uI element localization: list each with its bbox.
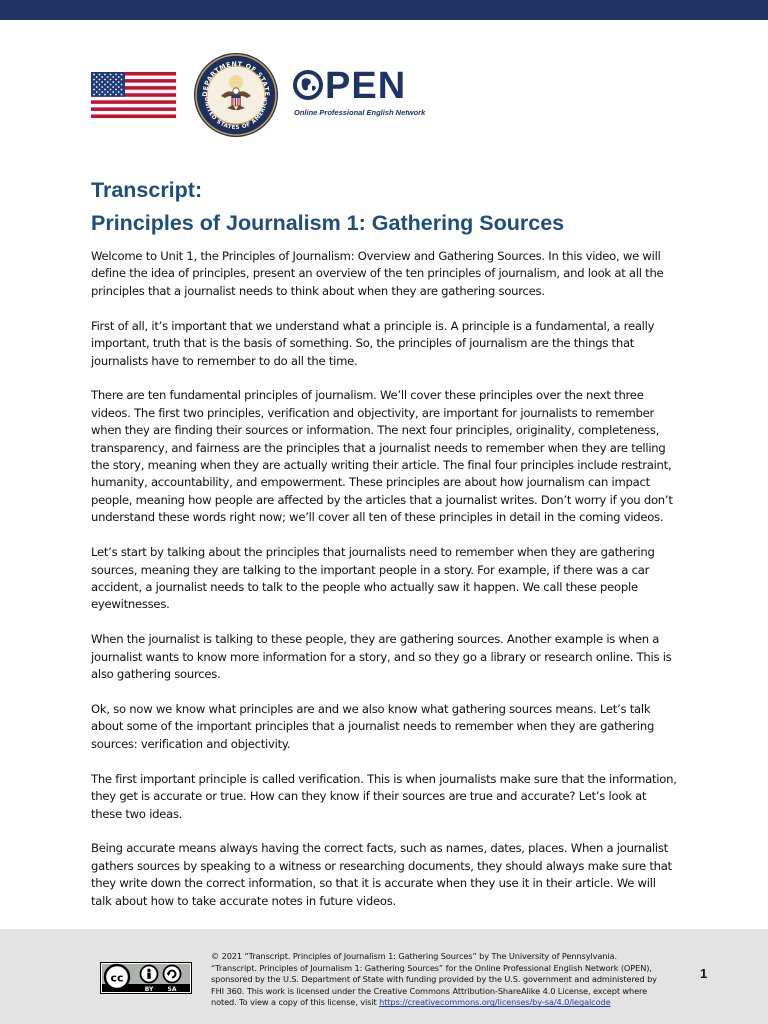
globe-icon — [293, 70, 323, 100]
license-link[interactable]: https://creativecommons.org/licenses/by-sa/4.0/legalcode — [379, 997, 611, 1008]
svg-text:cc: cc — [110, 971, 124, 985]
header-bar — [0, 0, 768, 20]
title-line-1: Transcript: — [91, 178, 203, 202]
cc-sa-label: SA — [167, 986, 177, 993]
license-text: © 2021 “Transcript. Principles of Journalism 1: Gathering Sources” by The University of Pennsylvania. “Transcript. Principles of Journalism 1: Gathering Sources” for the Online Professional English Network (OPEN), sponsored by the U.S. Department of State with funding provided by the U.S. government and administered by FHI 360. This work is licensed under the Creative Commons Attribution-ShareAlike 4.0 License, except where noted. To view a copy of this license, visit — [211, 951, 657, 1008]
open-tagline: Online Professional English Network — [294, 108, 426, 117]
paragraph: When the journalist is talking to these people, they are gathering sources. Another example is when a journalist wants to know more information for a story, and so they go a library or research online. This is also gathering sources. — [91, 632, 672, 682]
paragraph: Let’s start by talking about the principles that journalists need to remember when they are gathering sources, meaning they are talking to the important people in a story. For example, if there was a car accident, a journalist needs to talk to the people who actually saw it happen. We call these people eyewitnesses. — [91, 545, 655, 612]
title-line-2: Principles of Journalism 1: Gathering Sources — [91, 211, 565, 235]
seal-text-top: DEPARTMENT OF STATE — [201, 60, 271, 97]
paragraph: Ok, so now we know what principles are and we also know what gathering sources means. Let’s talk about some of the important principles that a journalist needs to remember when they are gathering sources: verification and objectivity. — [91, 702, 655, 751]
open-logo — [293, 66, 433, 122]
paragraph: Being accurate means always having the correct facts, such as names, dates, places. When a journalist gathers sources by speaking to a witness or researching documents, they should always make sure that they write down the correct information, so that it is accurate when they use it in their article. We will talk about how to take accurate notes in future videos. — [91, 841, 672, 908]
us-flag-icon — [91, 72, 176, 118]
paragraph: The first important principle is called verification. This is when journalists make sure that the information, they get is accurate or true. How can they know if their sources are true and accurate? Let’s look at these two ideas. — [91, 771, 677, 821]
open-word: PEN — [325, 65, 407, 107]
transcript-body — [91, 248, 679, 928]
paragraph: There are ten fundamental principles of journalism. We’ll cover these principles over the next three videos. The first two principles, verification and objectivity, are important for journalists to remember when they are finding their sources or information. The next four principles, originality, completeness, transparency, and fairness are the principles that a journalist needs to remember when they are telling the story, meaning when they are actually writing their article. The final four principles include restraint, humanity, accountability, and empowerment. These principles are about how journalism can impact people, meaning how people are affected by the articles that a journalist writes. Don’t worry if you don’t understand these words right now; we’ll cover all ten of these principles in detail in the coming videos. — [91, 388, 673, 525]
page-number: 1 — [700, 966, 708, 981]
seal-text-bottom: UNITED STATES OF AMERICA — [202, 96, 270, 132]
paragraph: First of all, it’s important that we understand what a principle is. A principle is a fundamental, a really important, truth that is the basis of something. So, the principles of journalism are the things that journalists have to remember to do all the time. — [91, 318, 655, 368]
cc-by-label: BY — [144, 986, 154, 993]
license-notice — [211, 951, 661, 1009]
cc-by-sa-license-icon[interactable] — [100, 962, 192, 994]
paragraph: Welcome to Unit 1, the Principles of Journalism: Overview and Gathering Sources. In this video, we will define the idea of principles, present an overview of the ten principles of journalism, and look at all the principles that a journalist needs to think about when they are gathering sources. — [91, 249, 664, 298]
page-title — [91, 174, 691, 240]
department-of-state-seal-icon — [193, 52, 279, 138]
